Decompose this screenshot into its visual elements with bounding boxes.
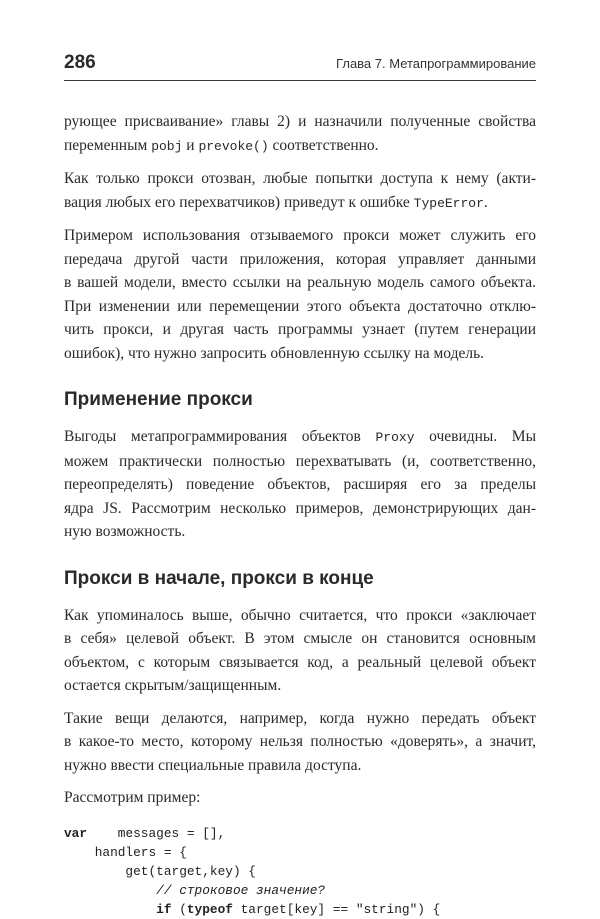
- paragraph-6: [64, 707, 536, 778]
- code-listing: [64, 824, 536, 919]
- text-line: рующее присваивание» главы 2) и назначили полученные свойства: [64, 113, 536, 130]
- text-line: Рассмотрим пример:: [64, 789, 201, 806]
- code-text: (: [171, 901, 187, 917]
- running-title: Глава 7. Метапрограммирование: [336, 56, 536, 71]
- paragraph-7: [64, 786, 536, 810]
- inline-code: prevoke(): [198, 138, 269, 154]
- text-run: вация любых его перехватчиков) приведут к ошибке: [64, 193, 414, 211]
- text-run: переменным: [64, 136, 152, 154]
- text-line: [64, 425, 536, 450]
- text-run: соответственно.: [268, 136, 379, 154]
- text-line: Как упоминалось выше, обычно считается, что прокси «заключает: [64, 606, 536, 624]
- text-line: Примером использования отзываемого прокси может служить его: [64, 227, 536, 244]
- text-line: ную возможность.: [64, 523, 186, 540]
- code-indent: [64, 883, 156, 898]
- paragraph-4: [64, 425, 536, 544]
- page-body: [64, 110, 536, 919]
- paragraph-2: [64, 167, 536, 215]
- section-heading: Прокси в начале, прокси в конце: [64, 567, 374, 589]
- text-line: переопределять) поведение объектов, расширяя его за пределы: [64, 476, 536, 493]
- code-keyword: if: [156, 901, 172, 917]
- paragraph-5: [64, 604, 536, 698]
- text-run: .: [483, 193, 488, 211]
- text-run: и: [182, 136, 199, 154]
- text-line: ошибок), что нужно запросить обновленную ссылку на модель.: [64, 344, 485, 362]
- code-text: messages = [],: [87, 825, 226, 841]
- text-line: Как только прокси отозван, любые попытки доступа к нему (акти-: [64, 170, 536, 187]
- text-run: Выгоды метапрограммирования объектов: [64, 428, 376, 445]
- text-line: остается скрытым/защищенным.: [64, 677, 282, 694]
- paragraph-3: [64, 224, 536, 365]
- code-text: target[key] == "string") {: [232, 901, 441, 917]
- text-line: [64, 134, 536, 159]
- code-indent: [64, 902, 156, 917]
- text-line: объектом, с которым связывается код, а реальный целевой объект: [64, 653, 536, 671]
- page-number: 286: [64, 52, 96, 73]
- text-line: чить прокси, и другая часть программы узнает (путем генерации: [64, 321, 536, 338]
- code-line: handlers = {: [64, 844, 187, 860]
- text-line: в себя» целевой объект. В этом смысле он становится основным: [64, 630, 536, 647]
- section-heading: Применение прокси: [64, 389, 253, 410]
- code-keyword: typeof: [186, 901, 233, 917]
- code-comment: // строковое значение?: [156, 882, 326, 898]
- inline-code: pobj: [151, 138, 183, 154]
- text-run: очевидны. Мы: [414, 428, 537, 445]
- text-line: передача другой части приложения, которая управляет данными: [64, 250, 536, 268]
- code-line: get(target,key) {: [64, 863, 256, 879]
- inline-code: Proxy: [375, 430, 415, 445]
- text-line: ядра JS. Рассмотрим несколько примеров, демонстрирующих дан-: [64, 499, 536, 517]
- text-line: в вашей модели, вместо ссылки на реальную модель самого объекта.: [64, 274, 536, 291]
- text-line: [64, 191, 536, 216]
- text-line: можем практически полностью перехватывать (и, соответственно,: [64, 452, 536, 470]
- page-header: [64, 52, 536, 81]
- inline-code: TypeError: [413, 195, 484, 211]
- code-keyword: var: [64, 825, 88, 841]
- text-line: нужно ввести специальные правила доступа.: [64, 756, 362, 774]
- paragraph-1: [64, 110, 536, 158]
- text-line: Такие вещи делаются, например, когда нужно передать объект: [64, 709, 536, 727]
- text-line: в какое-то место, которому нельзя полностью «доверять», а значит,: [64, 733, 536, 750]
- text-line: При изменении или перемещении этого объекта достаточно отклю-: [64, 297, 536, 315]
